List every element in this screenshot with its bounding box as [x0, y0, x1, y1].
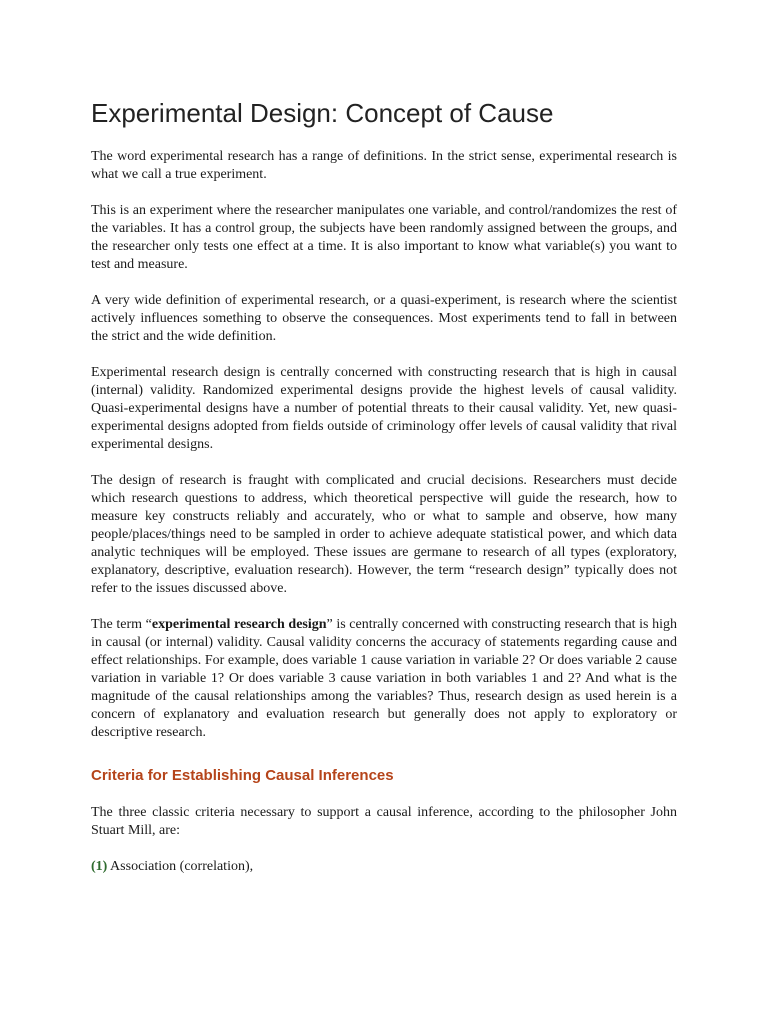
paragraph-design-decisions: The design of research is fraught with complicated and crucial decisions. Researchers must decide which research questions to address, which theoretical perspective will guide the research, how to measure key constructs reliably and accurately, who or what to sample and observe, how many people/places/things need to be sampled in order to achieve adequate statistical power, and which data analytic techniques will be employed. These issues are germane to research of all types (exploratory, explanatory, descriptive, evaluation research). However, the term “research design” typically does not refer to the issues discussed above.: [91, 473, 677, 596]
paragraph-causal-validity: Experimental research design is centrally concerned with constructing research that is high in causal (internal) validity. Randomized experimental designs provide the highest levels of causal validity. Quasi-experimental designs have a number of potential threats to their causal validity. Yet, new quasi-experimental designs adopted from fields outside of criminology offer levels of causal validity that rival experimental designs.: [91, 365, 677, 452]
document-body: [91, 96, 677, 894]
term-suffix: ” is centrally concerned with constructing research that is high in causal (or internal) validity. Causal validity concerns the accuracy of statements regarding cause and effect relationships. For example, does variable 1 cause variation in variable 2? Or does variable 2 cause variation in variable 1? Or does variable 3 cause variation in both variables 1 and 2? And what is the magnitude of the causal relationships among the variables? Thus, research design as used herein is a concern of explanatory and evaluation research but generally does not apply to exploratory or descriptive research.: [91, 617, 677, 740]
paragraph-definitions: The word experimental research has a range of definitions. In the strict sense, experimental research is what we call a true experiment.: [91, 149, 677, 182]
paragraph-quasi-experiment: A very wide definition of experimental research, or a quasi-experiment, is research where the scientist actively influences something to observe the consequences. Most experiments tend to fall in between the strict and the wide definition.: [91, 293, 677, 344]
criteria-intro: The three classic criteria necessary to support a causal inference, according to the philosopher John Stuart Mill, are:: [91, 805, 677, 838]
paragraph-true-experiment: This is an experiment where the researcher manipulates one variable, and control/randomizes the rest of the variables. It has a control group, the subjects have been randomly assigned between the groups, and the researcher only tests one effect at a time. It is also important to know what variable(s) you want to test and measure.: [91, 203, 677, 272]
criteria-item: [91, 858, 677, 876]
section-heading: Criteria for Establishing Causal Inferences: [91, 767, 394, 784]
term-bold: experimental research design: [151, 617, 327, 632]
term-prefix: The term “: [91, 617, 152, 632]
page-title: Experimental Design: Concept of Cause: [91, 98, 554, 128]
criteria-number: (1): [91, 859, 108, 874]
paragraph-term-definition: [91, 616, 677, 742]
criteria-text: Association (correlation),: [107, 859, 254, 874]
